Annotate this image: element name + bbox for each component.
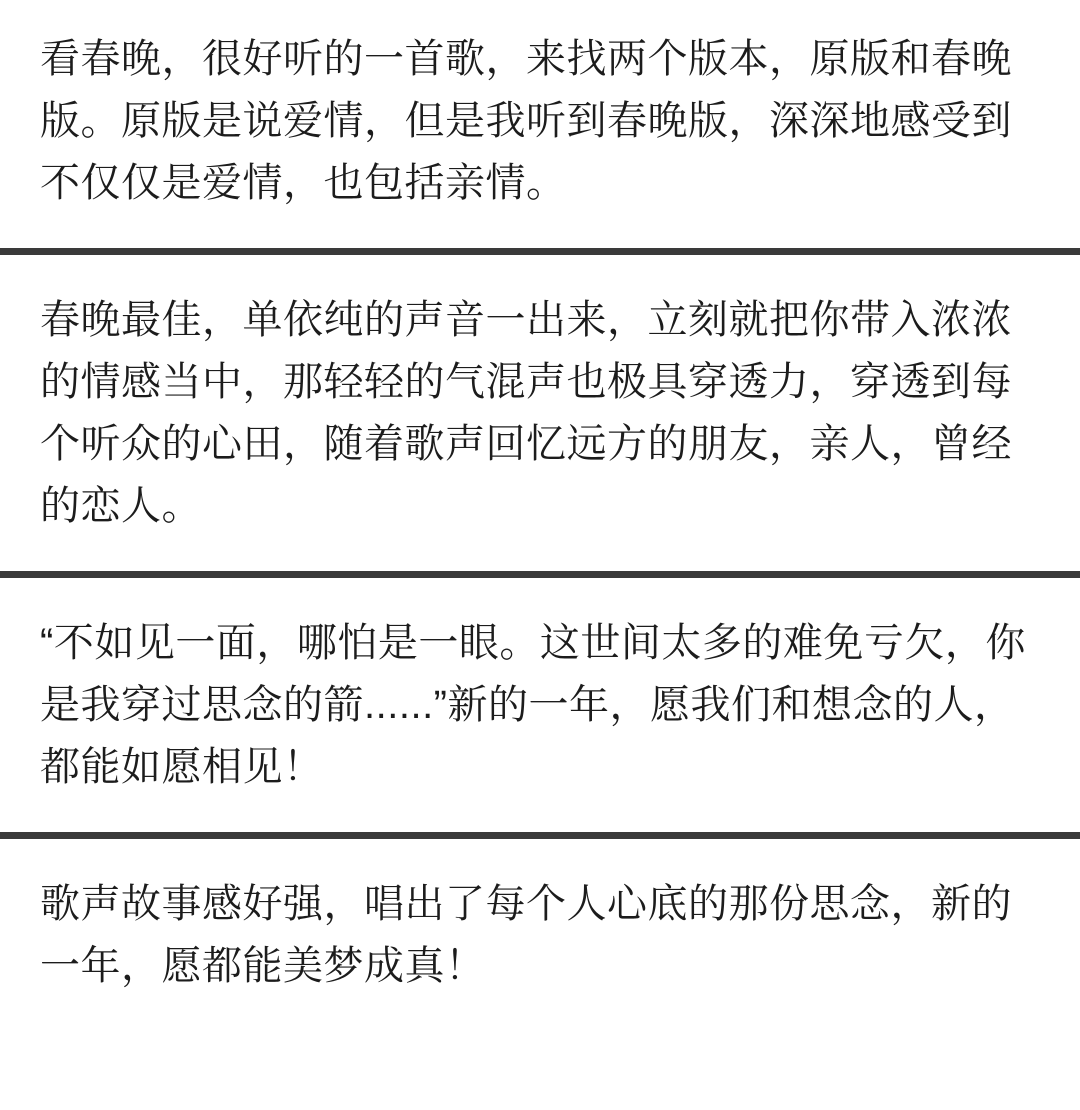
comment-text-3: “不如见一面，哪怕是一眼。这世间太多的难免亏欠，你是我穿过思念的箭......”新的一年，愿我们和想念的人，都能如愿相见！ [40,621,1026,789]
spacer-after-comment-3 [0,798,1080,832]
bottom-spacer [0,997,1080,1027]
comment-item-3[interactable] [0,612,1080,798]
comment-item-2[interactable] [0,289,1080,537]
comment-divider-1 [0,248,1080,255]
comment-text-2: 春晚最佳，单依纯的声音一出来，立刻就把你带入浓浓的情感当中，那轻轻的气混声也极具穿透力，穿透到每个听众的心田，随着歌声回忆远方的朋友，亲人，曾经的恋人。 [40,298,1012,528]
spacer-before-comment-2 [0,255,1080,289]
comment-text-1: 看春晚，很好听的一首歌，来找两个版本，原版和春晚版。原版是说爱情，但是我听到春晚版，深深地感受到不仅仅是爱情，也包括亲情。 [40,37,1012,205]
comment-item-1[interactable] [0,28,1080,214]
spacer-before-comment-4 [0,839,1080,873]
top-spacer [0,0,1080,28]
comment-divider-3 [0,832,1080,839]
spacer-after-comment-2 [0,537,1080,571]
comment-text-4: 歌声故事感好强，唱出了每个人心底的那份思念，新的一年，愿都能美梦成真！ [40,882,1012,988]
spacer-before-comment-3 [0,578,1080,612]
spacer-after-comment-1 [0,214,1080,248]
comment-divider-2 [0,571,1080,578]
comment-item-4[interactable] [0,873,1080,997]
